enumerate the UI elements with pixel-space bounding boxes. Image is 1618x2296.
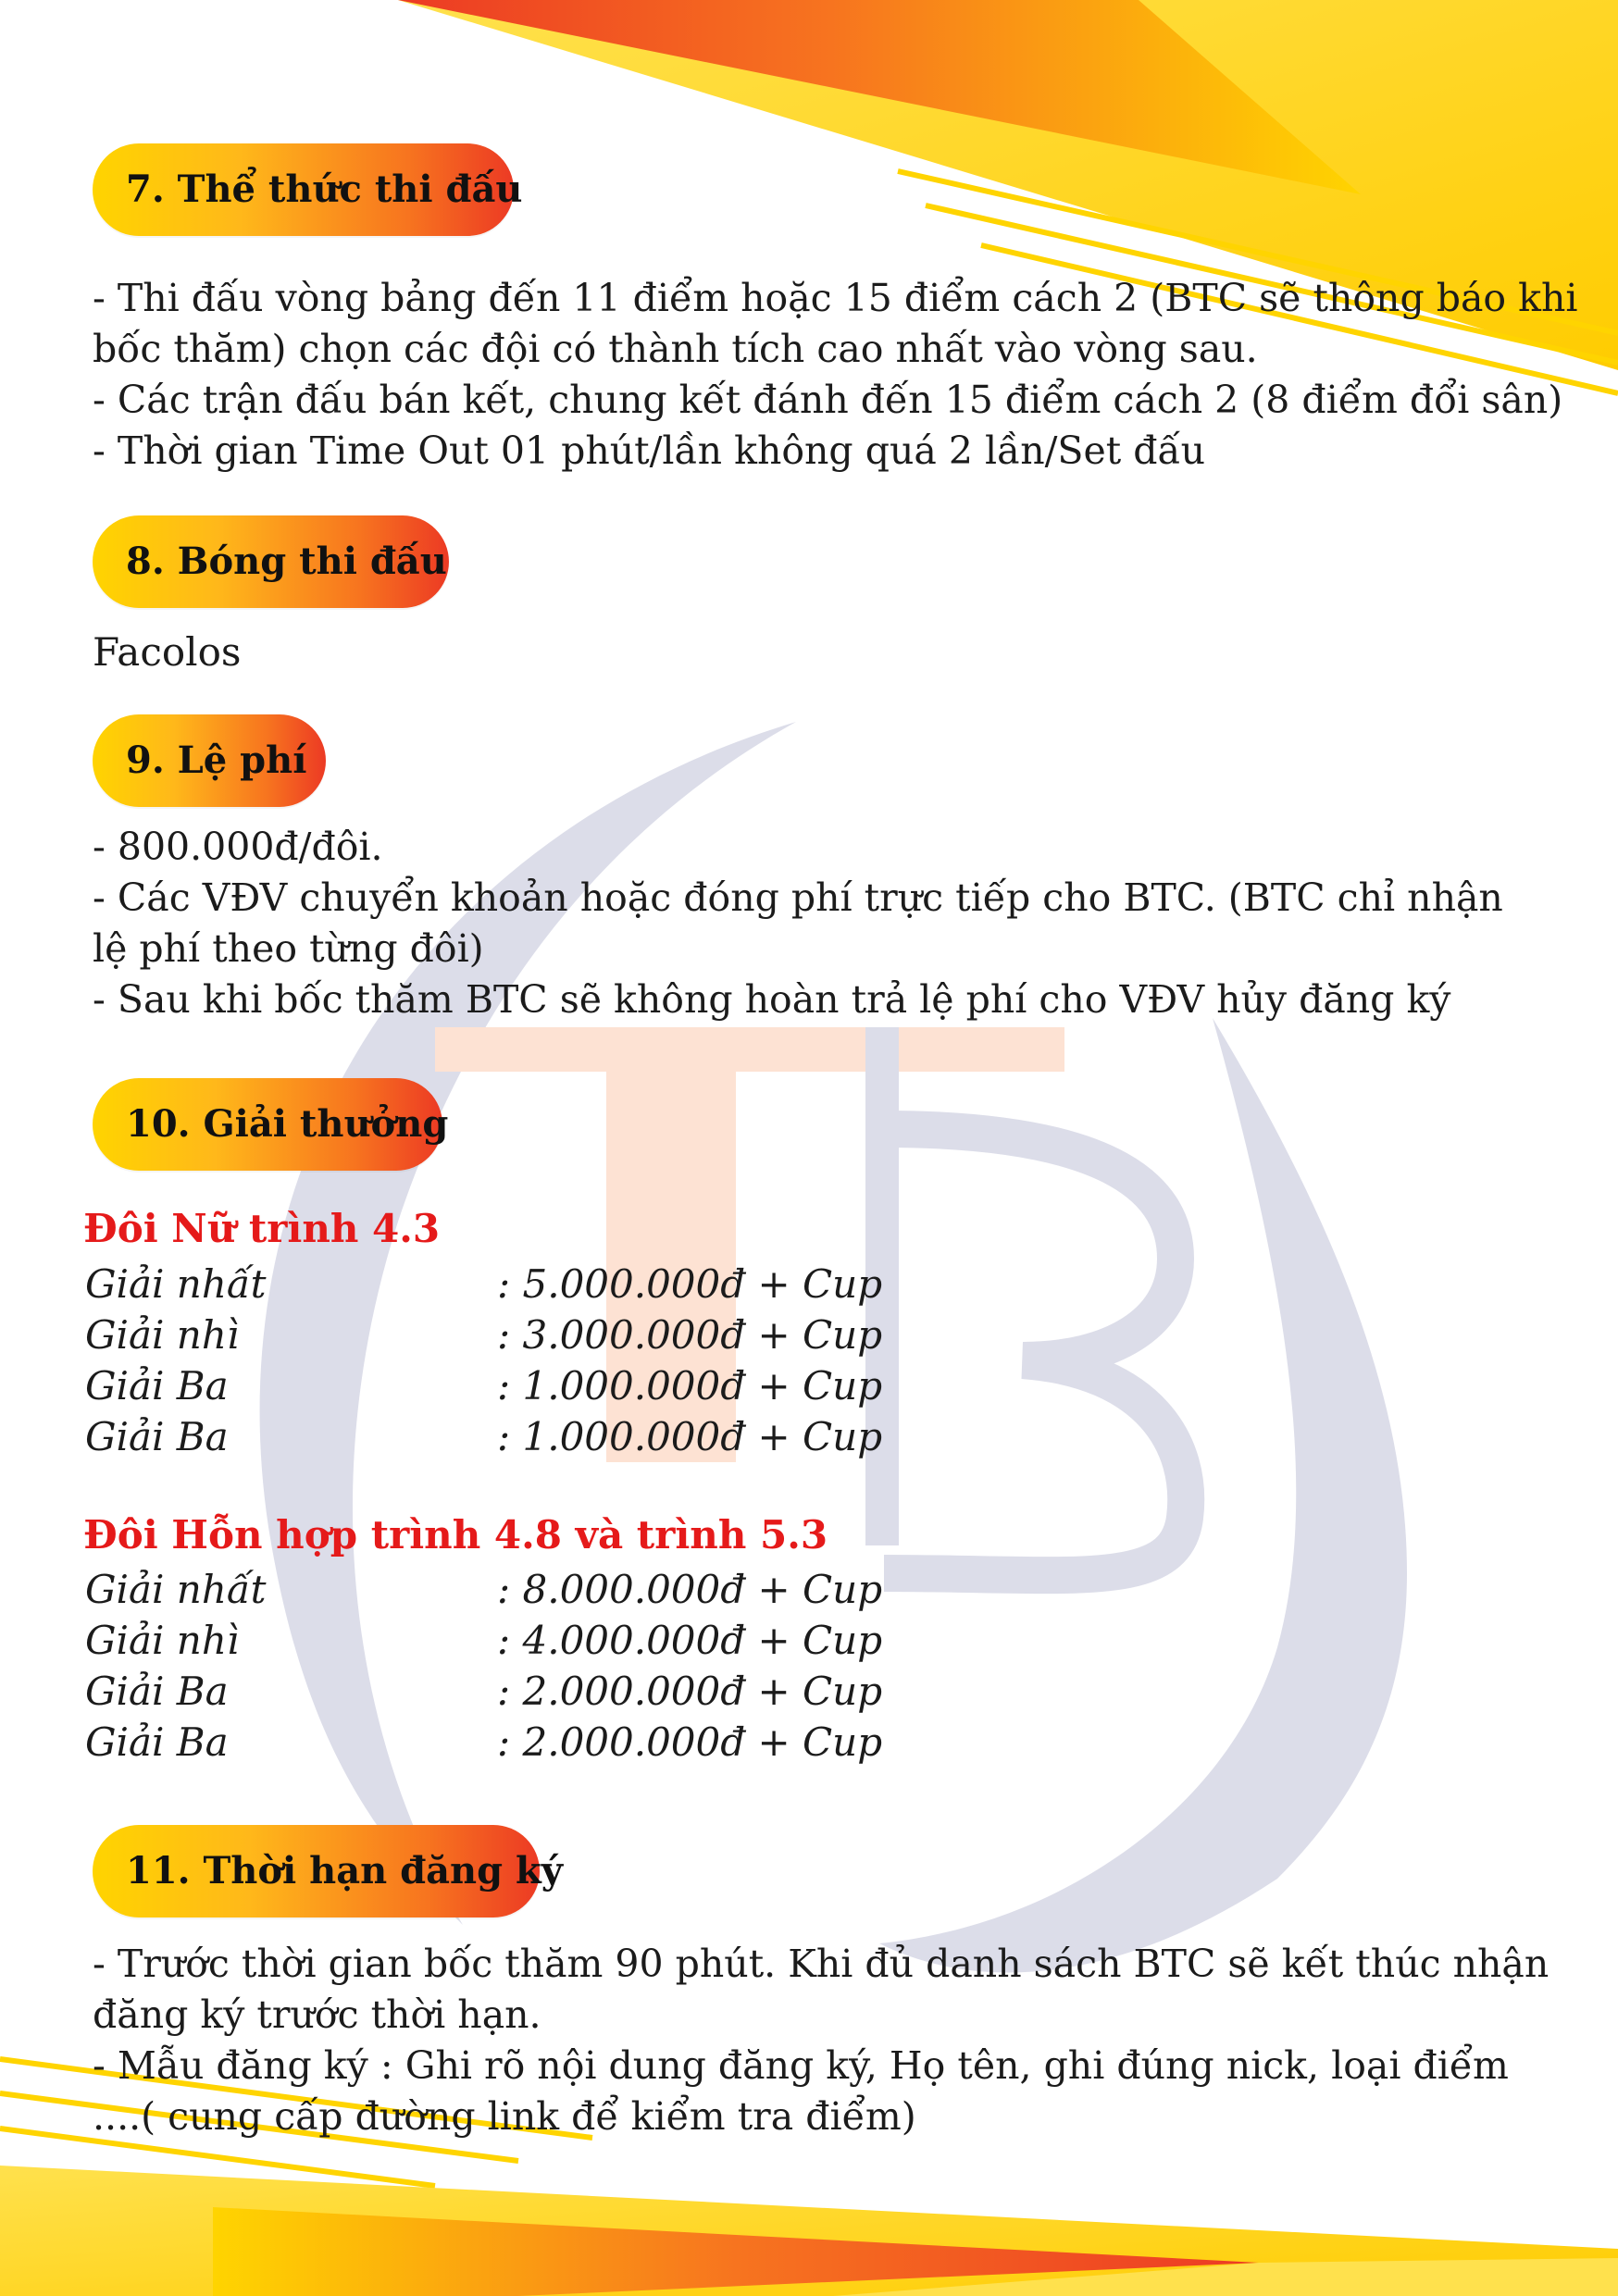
section-8-header: [93, 515, 449, 608]
section-9-line: lệ phí theo từng đôi): [93, 926, 484, 971]
section-11-line: đăng ký trước thời hạn.: [93, 1992, 541, 2037]
prize-value: : 4.000.000đ + Cup: [497, 1618, 883, 1663]
section-11-line: ....( cung cấp đường link để kiểm tra điểm): [93, 2094, 916, 2139]
prize-value: : 2.000.000đ + Cup: [497, 1719, 883, 1765]
section-9-line: - Sau khi bốc thăm BTC sẽ không hoàn trả lệ phí cho VĐV hủy đăng ký: [93, 977, 1451, 1022]
section-11-body: [93, 1939, 1550, 2142]
prize-name: Giải nhất: [85, 1261, 267, 1307]
section-7-title: 7. Thể thức thi đấu: [126, 168, 523, 211]
section-9-title: 9. Lệ phí: [126, 738, 307, 782]
section-9-line: - 800.000đ/đôi.: [93, 825, 383, 869]
group-women-heading: Đôi Nữ trình 4.3: [83, 1206, 441, 1251]
prize-value: : 5.000.000đ + Cup: [497, 1261, 883, 1307]
prize-name: Giải Ba: [85, 1719, 229, 1765]
prize-value: : 8.000.000đ + Cup: [497, 1567, 883, 1612]
prize-name: Giải Ba: [85, 1414, 229, 1459]
prize-value: : 1.000.000đ + Cup: [497, 1414, 883, 1459]
section-11-title: 11. Thời hạn đăng ký: [126, 1849, 563, 1893]
prize-value: : 3.000.000đ + Cup: [497, 1312, 883, 1358]
prize-name: Giải Ba: [85, 1363, 229, 1409]
section-7-line: bốc thăm) chọn các đội có thành tích cao nhất vào vòng sau.: [93, 327, 1258, 371]
group-mixed-heading: Đôi Hỗn hợp trình 4.8 và trình 5.3: [83, 1512, 828, 1558]
prize-name: Giải nhì: [85, 1312, 240, 1358]
section-7-header: [93, 143, 523, 236]
section-7-line: - Các trận đấu bán kết, chung kết đánh đến 15 điểm cách 2 (8 điểm đổi sân): [93, 378, 1563, 422]
section-7-body: [93, 273, 1578, 477]
prize-name: Giải Ba: [85, 1669, 229, 1714]
section-7-line: - Thi đấu vòng bảng đến 11 điểm hoặc 15 điểm cách 2 (BTC sẽ thông báo khi: [93, 276, 1578, 320]
section-10-title: 10. Giải thưởng: [126, 1102, 449, 1146]
ball-brand: Facolos: [93, 629, 242, 675]
section-8-title: 8. Bóng thi đấu: [126, 540, 447, 583]
section-11-line: - Mẫu đăng ký : Ghi rõ nội dung đăng ký, Họ tên, ghi đúng nick, loại điểm: [93, 2043, 1509, 2088]
section-10-header: [93, 1078, 449, 1171]
section-7-line: - Thời gian Time Out 01 phút/lần không quá 2 lần/Set đấu: [93, 428, 1206, 473]
prize-name: Giải nhì: [85, 1618, 240, 1663]
section-11-header: [93, 1825, 563, 1917]
prize-value: : 2.000.000đ + Cup: [497, 1669, 883, 1714]
section-9-body: [93, 822, 1537, 1025]
section-11-line: - Trước thời gian bốc thăm 90 phút. Khi đủ danh sách BTC sẽ kết thúc nhận: [93, 1942, 1550, 1986]
prize-name: Giải nhất: [85, 1567, 267, 1612]
section-9-line: - Các VĐV chuyển khoản hoặc đóng phí trực tiếp cho BTC. (BTC chỉ nhận: [93, 875, 1503, 920]
section-9-header: [93, 714, 326, 807]
prize-value: : 1.000.000đ + Cup: [497, 1363, 883, 1409]
